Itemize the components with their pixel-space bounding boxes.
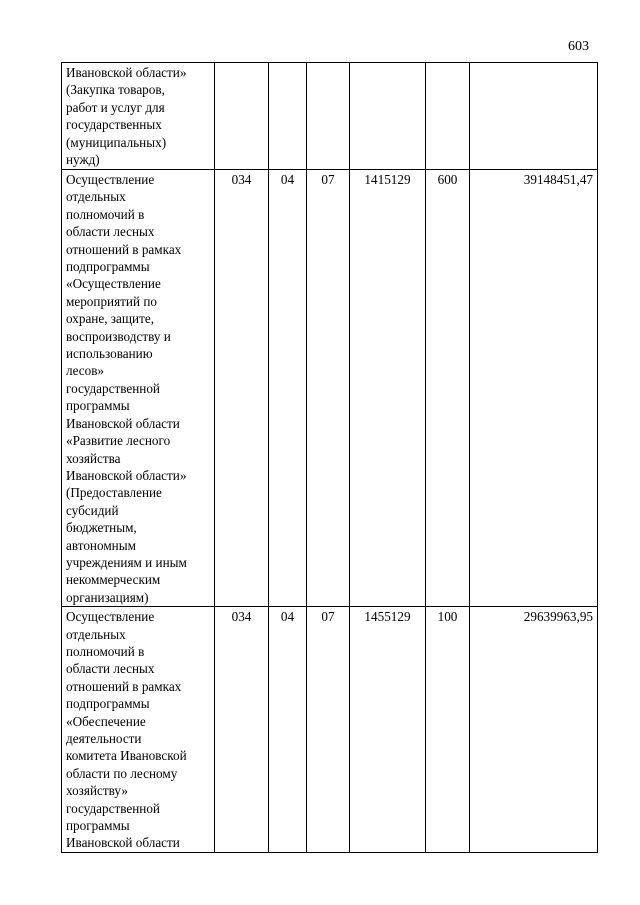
budget-table (61, 62, 598, 853)
table-row (62, 170, 598, 607)
expense-type-code: 100 (426, 607, 470, 853)
section-code: 04 (269, 607, 307, 853)
target-article-code (350, 63, 426, 170)
ministry-code: 034 (215, 607, 269, 853)
section-code: 04 (269, 170, 307, 607)
table-row (62, 63, 598, 170)
row-description: Ивановской области» (Закупка товаров, работ и услуг для государственных (муниципальных) нужд) (62, 63, 215, 170)
target-article-code: 1415129 (350, 170, 426, 607)
subsection-code (307, 63, 350, 170)
expense-type-code: 600 (426, 170, 470, 607)
ministry-code: 034 (215, 170, 269, 607)
target-article-code: 1455129 (350, 607, 426, 853)
subsection-code: 07 (307, 170, 350, 607)
subsection-code: 07 (307, 607, 350, 853)
table-row (62, 607, 598, 853)
page-number: 603 (568, 39, 589, 54)
row-description: Осуществление отдельных полномочий в области лесных отношений в рамках подпрограммы «Осуществление мероприятий по охране, защите, воспроизводству и использованию лесов» государственной программы Ивановской области «Развитие лесного хозяйства Ивановской области» (Предоставление субсидий бюджетным, автономным учреждениям и иным некоммерческим организациям) (62, 170, 215, 607)
amount: 29639963,95 (470, 607, 598, 853)
ministry-code (215, 63, 269, 170)
expense-type-code (426, 63, 470, 170)
section-code (269, 63, 307, 170)
amount (470, 63, 598, 170)
amount: 39148451,47 (470, 170, 598, 607)
row-description: Осуществление отдельных полномочий в области лесных отношений в рамках подпрограммы «Обеспечение деятельности комитета Ивановской области по лесному хозяйству» государственной программы Ивановской области (62, 607, 215, 853)
